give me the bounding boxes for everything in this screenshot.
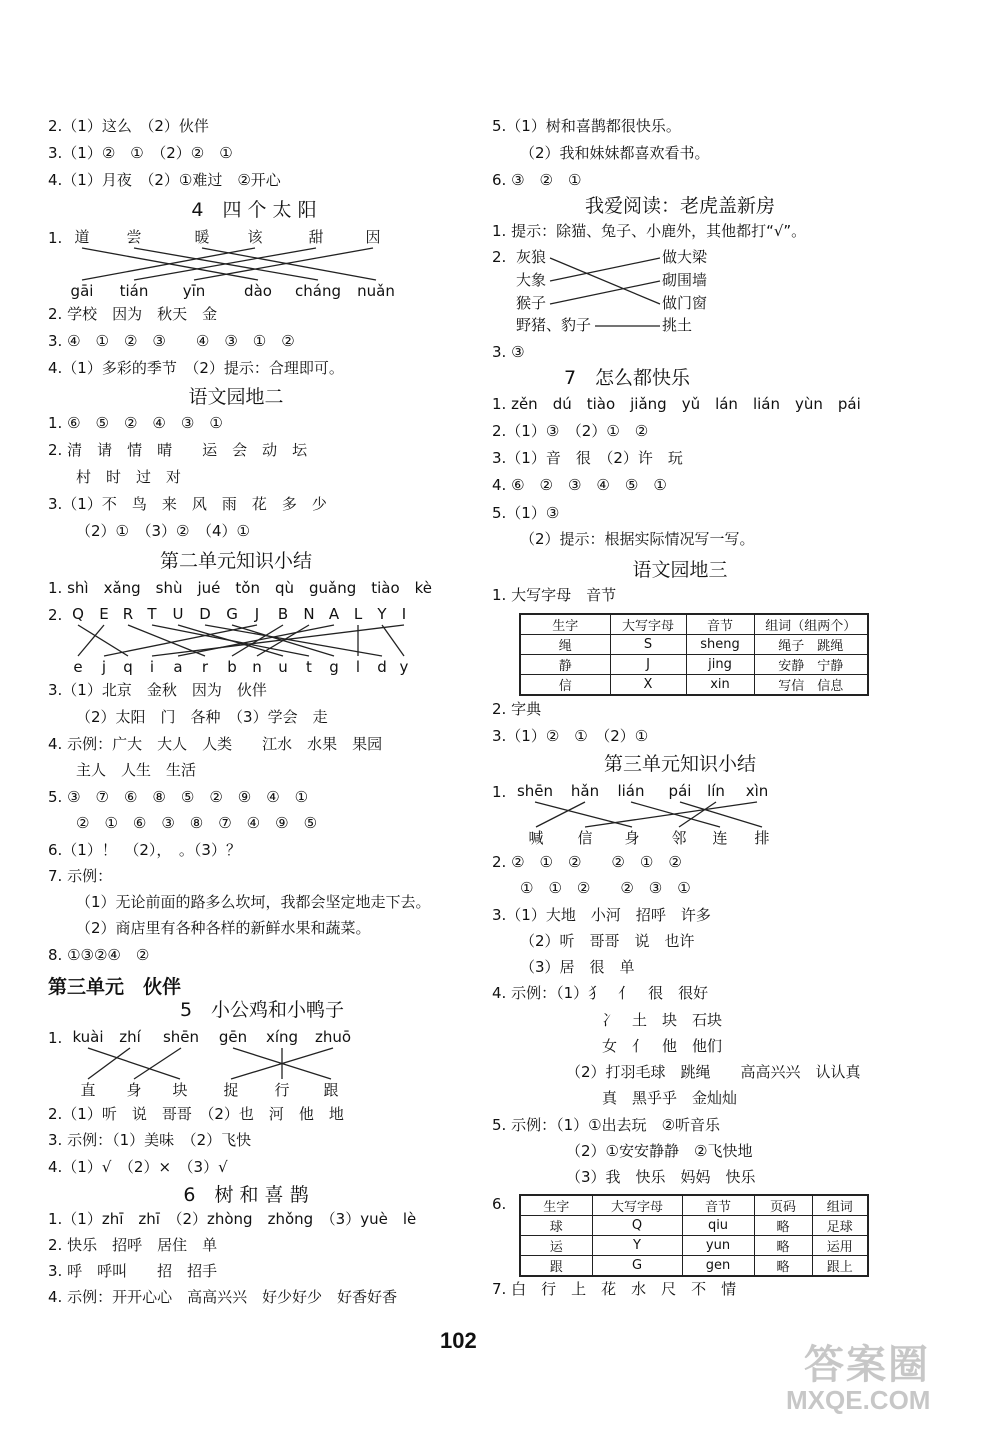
section-heading: 第二单元知识小结 xyxy=(159,550,312,572)
character: 行 xyxy=(274,1081,290,1099)
answer-line: （2）①安安静静 ②飞快地 xyxy=(566,1142,753,1160)
answer-line: 3.（1）② ① （2）② ① xyxy=(48,144,233,162)
answer-line: （2）太阳 门 各种 （3）学会 走 xyxy=(76,708,328,726)
answer-line: 6.（1）！ （2）， 。（3）？ xyxy=(48,841,241,859)
character: 排 xyxy=(754,829,770,847)
answer-line: 2. 字典 xyxy=(492,700,542,718)
table-cell: 运用 xyxy=(812,1236,868,1256)
character: 喊 xyxy=(528,829,544,847)
table-cell: 球 xyxy=(520,1216,592,1236)
answer-line: 4.（1）√ （2）× （3）√ xyxy=(48,1158,228,1176)
page-number: 102 xyxy=(440,1328,477,1353)
answer-line: 4. ⑥ ② ③ ④ ⑤ ① xyxy=(492,476,667,494)
table-header: 音节 xyxy=(686,614,754,635)
uppercase-letter: G xyxy=(226,605,238,623)
answer-line: 2. 学校 因为 秋天 金 xyxy=(48,305,218,323)
uppercase-letter: I xyxy=(401,605,407,623)
uppercase-letter: D xyxy=(199,605,211,623)
answer-line: 4. 示例：广大 大人 人类 江水 水果 果园 xyxy=(48,735,383,753)
lowercase-letter: l xyxy=(355,658,361,676)
question-number: 6. xyxy=(492,1195,507,1213)
table-cell: qiu xyxy=(682,1216,754,1236)
pinyin: zhí xyxy=(119,1028,141,1046)
table-header: 大写字母 xyxy=(610,614,686,635)
pinyin: shēn xyxy=(162,1028,200,1046)
table-cell: 运 xyxy=(520,1236,592,1256)
answer-line: 1. 提示：除猫、兔子、小鹿外，其他都打“√”。 xyxy=(492,222,807,240)
answer-line: 真 黑乎乎 金灿灿 xyxy=(602,1089,738,1107)
lowercase-letter: q xyxy=(123,658,133,676)
section-heading: 语文园地二 xyxy=(188,386,284,408)
answer-line: 3. ③ xyxy=(492,343,525,361)
pinyin: gēn xyxy=(218,1028,248,1046)
table-cell: G xyxy=(592,1256,682,1277)
task-label: 做门窗 xyxy=(662,294,708,312)
match-line xyxy=(680,802,762,827)
section-heading: 第三单元知识小结 xyxy=(603,753,756,775)
table-cell: gen xyxy=(682,1256,754,1277)
answer-line: 3.（1）大地 小河 招呼 许多 xyxy=(492,906,711,924)
table-cell: 静 xyxy=(520,655,610,675)
answer-line: 3.（1）② ① （2）① xyxy=(492,727,649,745)
answer-line: 1. zěn dú tiào jiǎng yǔ lán lián yùn pái xyxy=(492,395,861,413)
lowercase-letter: y xyxy=(399,658,409,676)
table-cell: yun xyxy=(682,1236,754,1256)
match-line xyxy=(535,802,632,827)
answer-line: 村 时 过 对 xyxy=(76,468,182,486)
answer-line: 3.（1）音 很 （2）许 玩 xyxy=(492,449,683,467)
table-cell: 略 xyxy=(754,1256,812,1277)
answer-line: ① ① ② ② ③ ① xyxy=(520,879,691,897)
question-number: 1. xyxy=(48,229,63,247)
answer-line: （1）无论前面的路多么坎坷，我都会坚定地走下去。 xyxy=(76,893,431,911)
table-cell: 写信 信息 xyxy=(754,675,868,696)
animal-label: 野猪、豹子 xyxy=(516,316,592,334)
match-line xyxy=(679,802,716,827)
table-cell: X xyxy=(610,675,686,696)
match-line xyxy=(536,802,585,827)
section-heading: 5 小公鸡和小鸭子 xyxy=(179,999,345,1021)
answer-line: 女 亻 他 他们 xyxy=(602,1037,723,1055)
answer-line: （2）听 哥哥 说 也许 xyxy=(520,932,695,950)
pinyin: shēn xyxy=(516,782,554,800)
table-cell: jing xyxy=(686,655,754,675)
answer-line: （2）① （3）② （4）① xyxy=(76,522,250,540)
answer-line: （3）我 快乐 妈妈 快乐 xyxy=(566,1168,756,1186)
character: 连 xyxy=(712,829,728,847)
pinyin: cháng xyxy=(295,282,341,300)
table-cell: 安静 宁静 xyxy=(754,655,868,675)
pinyin: nuǎn xyxy=(357,282,395,300)
table-cell: Q xyxy=(592,1216,682,1236)
table-cell: 略 xyxy=(754,1236,812,1256)
table-header: 生字 xyxy=(520,1195,592,1216)
question-number: 2. xyxy=(492,248,507,266)
answer-line: 3. 示例：（1）美味 （2）飞快 xyxy=(48,1131,252,1149)
uppercase-letter: E xyxy=(99,605,109,623)
watermark-logo xyxy=(786,1333,986,1423)
lowercase-letter: j xyxy=(101,658,107,676)
animal-label: 猴子 xyxy=(516,294,547,312)
answer-line: 2. 快乐 招呼 居住 单 xyxy=(48,1236,218,1254)
table-cell: 跟上 xyxy=(812,1256,868,1277)
answer-line: 3. ④ ① ② ③ ④ ③ ① ② xyxy=(48,332,295,350)
character: 捉 xyxy=(223,1081,239,1099)
character: 身 xyxy=(624,829,640,847)
pinyin: hǎn xyxy=(570,782,600,800)
answer-line: 冫 土 块 石块 xyxy=(602,1011,723,1029)
table-row xyxy=(520,1236,868,1256)
table-cell: S xyxy=(610,635,686,655)
uppercase-letter: J xyxy=(254,605,260,623)
answer-line: 7. 白 行 上 花 水 尺 不 情 xyxy=(492,1280,737,1298)
answer-line: 3.（1）不 鸟 来 风 雨 花 多 少 xyxy=(48,495,327,513)
task-label: 挑土 xyxy=(662,316,693,334)
answer-line: 2. 清 请 情 晴 运 会 动 坛 xyxy=(48,441,308,459)
character: 因 xyxy=(365,228,381,246)
unit-heading: 第三单元 伙伴 xyxy=(48,976,182,998)
animal-label: 灰狼 xyxy=(516,248,547,266)
answer-line: 3.（1）北京 金秋 因为 伙伴 xyxy=(48,681,267,699)
answer-line: 8. ①③②④ ② xyxy=(48,946,150,964)
answer-line: 4. 示例：（1）犭 亻 很 很好 xyxy=(492,984,709,1002)
pinyin: lián xyxy=(617,782,645,800)
character: 该 xyxy=(247,228,263,246)
table-row xyxy=(520,1256,868,1277)
uppercase-letter: N xyxy=(303,605,315,623)
character: 邻 xyxy=(671,829,687,847)
lowercase-letter: b xyxy=(227,658,237,676)
answer-line: 5.（1）树和喜鹊都很快乐。 xyxy=(492,117,681,135)
answer-line: （2）打羽毛球 跳绳 高高兴兴 认认真 xyxy=(566,1063,861,1081)
character: 暖 xyxy=(194,228,210,246)
answer-line: （2）商店里有各种各样的新鲜水果和蔬菜。 xyxy=(76,919,371,937)
uppercase-letter: U xyxy=(172,605,184,623)
watermark-text: 答案圈 xyxy=(804,1342,930,1388)
pinyin: yīn xyxy=(182,282,206,300)
uppercase-letter: R xyxy=(122,605,134,623)
table-cell: xin xyxy=(686,675,754,696)
question-number: 1. xyxy=(492,783,507,801)
character: 身 xyxy=(126,1081,142,1099)
pinyin: xìn xyxy=(745,782,769,800)
answer-line: （2）提示：根据实际情况写一写。 xyxy=(520,530,755,548)
table-row xyxy=(520,1216,868,1236)
question-number: 2. xyxy=(48,606,63,624)
answer-line: 4.（1）月夜 （2）①难过 ②开心 xyxy=(48,171,281,189)
pinyin: tián xyxy=(119,282,149,300)
lowercase-letter: t xyxy=(306,658,312,676)
lowercase-letter: d xyxy=(377,658,387,676)
uppercase-letter: L xyxy=(353,605,363,623)
answer-line: （3）居 很 单 xyxy=(520,958,635,976)
lowercase-letter: r xyxy=(201,658,209,676)
character: 跟 xyxy=(323,1081,339,1099)
character: 道 xyxy=(74,228,90,246)
table-cell: 信 xyxy=(520,675,610,696)
task-label: 砌围墙 xyxy=(662,271,708,289)
answer-line: （2）我和妹妹都喜欢看书。 xyxy=(520,144,710,162)
answer-line: 1.（1）zhī zhī （2）zhòng zhǒng （3）yuè lè xyxy=(48,1210,417,1228)
answer-line: 5.（1）③ xyxy=(492,504,560,522)
character: 信 xyxy=(577,829,593,847)
answer-line: 主人 人生 生活 xyxy=(76,761,197,779)
pinyin: pái xyxy=(668,782,692,800)
answer-table xyxy=(519,1194,869,1277)
answer-line: 1. shì xǎng shù jué tǒn qù guǎng tiào kè xyxy=(48,579,433,597)
lowercase-letter: g xyxy=(329,658,339,676)
answer-line: 1. ⑥ ⑤ ② ④ ③ ① xyxy=(48,414,223,432)
section-heading: 语文园地三 xyxy=(632,559,728,581)
lowercase-letter: u xyxy=(278,658,288,676)
answer-line: 2.（1）③ （2）① ② xyxy=(492,422,649,440)
task-label: 做大梁 xyxy=(662,248,708,266)
lowercase-letter: i xyxy=(149,658,155,676)
section-heading: 7 怎么都快乐 xyxy=(563,367,691,389)
match-line xyxy=(585,802,757,827)
pinyin: gāi xyxy=(70,282,94,300)
answer-line: 4.（1）多彩的季节 （2）提示：合理即可。 xyxy=(48,359,344,377)
table-cell: 绳 xyxy=(520,635,610,655)
table-header-row xyxy=(520,1195,868,1216)
uppercase-letter: T xyxy=(147,605,157,623)
lowercase-letter: e xyxy=(73,658,83,676)
answer-line: 3. 呼 呼叫 招 招手 xyxy=(48,1262,218,1280)
table-header: 生字 xyxy=(520,614,610,635)
pinyin: xíng xyxy=(265,1028,299,1046)
pinyin: zhuō xyxy=(314,1028,352,1046)
table-cell: Y xyxy=(592,1236,682,1256)
table-header: 页码 xyxy=(754,1195,812,1216)
table-cell: 跟 xyxy=(520,1256,592,1277)
animal-label: 大象 xyxy=(516,271,547,289)
uppercase-letter: B xyxy=(277,605,289,623)
table-cell: 绳子 跳绳 xyxy=(754,635,868,655)
answer-line: 2. ② ① ② ② ① ② xyxy=(492,853,682,871)
character: 块 xyxy=(172,1081,188,1099)
table-cell: sheng xyxy=(686,635,754,655)
table-header: 大写字母 xyxy=(592,1195,682,1216)
pinyin: dào xyxy=(244,282,272,300)
character: 直 xyxy=(80,1081,96,1099)
answer-line: 2.（1）听 说 哥哥 （2）也 河 他 地 xyxy=(48,1105,344,1123)
lowercase-letter: a xyxy=(173,658,183,676)
table-cell: 略 xyxy=(754,1216,812,1236)
uppercase-letter: A xyxy=(328,605,340,623)
answer-line: 7. 示例： xyxy=(48,867,113,885)
uppercase-letter: Q xyxy=(72,605,84,623)
answer-line: 5. 示例：（1）①出去玩 ②听音乐 xyxy=(492,1116,721,1134)
table-header: 组词 xyxy=(812,1195,868,1216)
watermark-url: MXQE.COM xyxy=(786,1385,931,1415)
answer-line: 1. 大写字母 音节 xyxy=(492,586,617,604)
section-heading: 我爱阅读：老虎盖新房 xyxy=(584,195,775,217)
section-heading: 4 四 个 太 阳 xyxy=(191,199,317,221)
answer-line: 5. ③ ⑦ ⑥ ⑧ ⑤ ② ⑨ ④ ① xyxy=(48,788,309,806)
section-heading: 6 树 和 喜 鹊 xyxy=(183,1184,309,1206)
table-cell: J xyxy=(610,655,686,675)
table-header: 组词（组两个） xyxy=(754,614,868,635)
pinyin: lín xyxy=(707,782,725,800)
question-number: 1. xyxy=(48,1029,63,1047)
lowercase-letter: n xyxy=(252,658,262,676)
character: 尝 xyxy=(126,228,142,246)
answer-line: 2.（1）这么 （2）伙伴 xyxy=(48,117,209,135)
table-cell: 足球 xyxy=(812,1216,868,1236)
answer-line: 6. ③ ② ① xyxy=(492,171,582,189)
pinyin: kuài xyxy=(72,1028,104,1046)
table-header: 音节 xyxy=(682,1195,754,1216)
uppercase-letter: Y xyxy=(377,605,387,623)
answer-line: ② ① ⑥ ③ ⑧ ⑦ ④ ⑨ ⑤ xyxy=(76,814,318,832)
character: 甜 xyxy=(308,228,324,246)
answer-line: 4. 示例：开开心心 高高兴兴 好少好少 好香好香 xyxy=(48,1288,398,1306)
